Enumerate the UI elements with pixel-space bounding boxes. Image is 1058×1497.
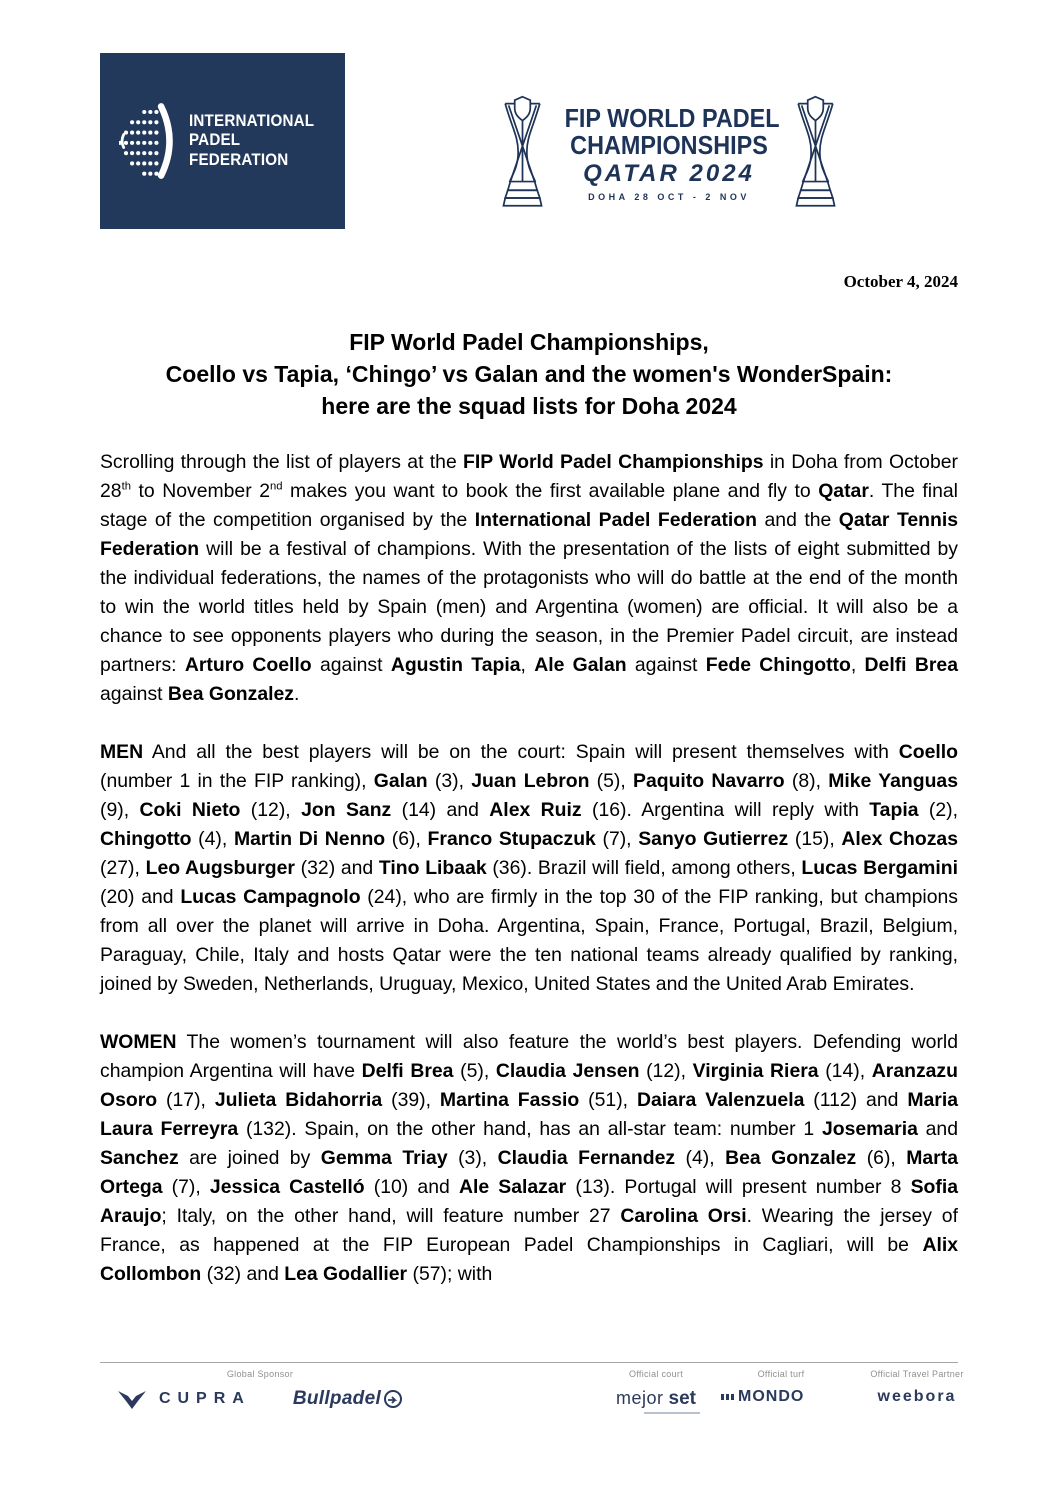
- trophy-icon: [793, 87, 838, 219]
- sponsor-label: Official turf: [757, 1369, 805, 1379]
- cupra-bull-icon: [117, 1389, 147, 1410]
- event-logo-line3: QATAR 2024: [583, 159, 755, 187]
- cupra-wordmark: CUPRA: [158, 1390, 251, 1407]
- footer-divider: [100, 1362, 958, 1363]
- sponsor-group-turf: [721, 1369, 841, 1406]
- sponsor-group-global: [100, 1369, 420, 1410]
- date-text: October 4, 2024: [843, 272, 958, 291]
- mejorset-wordmark-mejor: mejor: [616, 1388, 664, 1408]
- sponsor-label: Official court: [628, 1369, 684, 1379]
- sponsor-group-court: [596, 1369, 716, 1414]
- bullpadel-wordmark: Bullpadel: [292, 1388, 382, 1409]
- paragraph-men: MEN And all the best players will be on the court: Spain will present themselves with Coello (number 1 in the FIP ranking), Galan (3), Juan Lebron (5), Paquito Navarro (8), Mike Yanguas (9), Coki Nieto (12), Jon Sanz (14) and Alex Ruiz (16). Argentina will reply with Tapia (2), Chingotto (4), Martin Di Nenno (6), Franco Stupaczuk (7), Sanyo Gutierrez (15), Alex Chozas (27), Leo Augsburger (32) and Tino Libaak (36). Brazil will field, among others, Lucas Bergamini (20) and Lucas Campagnolo (24), who are firmly in the top 30 of the FIP ranking, but champions from all over the planet will arrive in Doha. Argentina, Spain, France, Portugal, Brazil, Belgium, Paraguay, Chile, Italy and hosts Qatar were the ten national teams already qualified by ranking, joined by Sweden, Netherlands, Uruguay, Mexico, United States and the United Arab Emirates.: [100, 741, 958, 995]
- event-logo-text: [553, 102, 785, 202]
- ipf-logo-line: FEDERATION: [189, 150, 289, 169]
- mondo-wordmark: MONDO: [738, 1388, 805, 1405]
- bullpadel-circle-icon: [383, 1389, 403, 1409]
- mondo-bars-icon: [721, 1391, 735, 1403]
- sponsor-label: Global Sponsor: [226, 1369, 294, 1379]
- trophy-icon: [500, 87, 545, 219]
- ipf-ball-icon: [119, 100, 177, 182]
- article-content: [100, 272, 958, 1318]
- article-title: [100, 326, 958, 422]
- ipf-logo: [100, 53, 345, 229]
- cupra-logo: [117, 1389, 251, 1410]
- trophy-shield-icon: [808, 97, 824, 121]
- mejorset-wordmark-set: set: [668, 1388, 696, 1409]
- event-logo-line4: DOHA 28 OCT - 2 NOV: [588, 191, 750, 202]
- event-logo: [500, 80, 838, 226]
- ipf-logo-text: [189, 112, 314, 171]
- ipf-logo-line: PADEL: [189, 131, 241, 150]
- event-logo-line1: FIP WORLD PADEL: [564, 102, 780, 133]
- sponsor-label: Official Travel Partner: [870, 1369, 964, 1379]
- trophy-shield-icon: [515, 97, 531, 121]
- mejorset-subline: [644, 1412, 700, 1414]
- weebora-wordmark: weebora: [877, 1388, 957, 1405]
- paragraph-women: WOMEN The women’s tournament will also feature the world’s best players. Defending world champion Argentina will have Delfi Brea (5), Claudia Jensen (12), Virginia Riera (14), Aranzazu Osoro (17), Julieta Bidahorria (39), Martina Fassio (51), Daiara Valenzuela (112) and Maria Laura Ferreyra (132). Spain, on the other hand, has an all-star team: number 1 Josemaria and Sanchez are joined by Gemma Triay (3), Claudia Fernandez (4), Bea Gonzalez (6), Marta Ortega (7), Jessica Castelló (10) and Ale Salazar (13). Portugal will present number 8 Sofia Araujo; Italy, on the other hand, will feature number 27 Carolina Orsi. Wearing the jersey of France, as happened at the FIP European Padel Championships in Cagliari, will be Alix Collombon (32) and Lea Godallier (57); with: [100, 1031, 958, 1285]
- title-line-2: Coello vs Tapia, ‘Chingo’ vs Galan and the women's WonderSpain:: [165, 361, 893, 387]
- title-line-3: here are the squad lists for Doha 2024: [321, 393, 737, 419]
- sponsor-group-travel: [847, 1369, 987, 1406]
- mondo-logo: [721, 1388, 841, 1406]
- bullpadel-logo: [293, 1388, 403, 1410]
- event-logo-line2: CHAMPIONSHIPS: [570, 129, 768, 160]
- paragraph-intro: Scrolling through the list of players at the FIP World Padel Championships in Doha from October 28th to November 2nd makes you want to book the first available plane and fly to Qatar. The final stage of the competition organised by the International Padel Federation and the Qatar Tennis Federation will be a festival of champions. With the presentation of the lists of eight submitted by the individual federations, the names of the protagonists who will do battle at the end of the month to win the world titles held by Spain (men) and Argentina (women) are official. It will also be a chance to see opponents players who during the season, in the Premier Padel circuit, are instead partners: Arturo Coello against Agustin Tapia, Ale Galan against Fede Chingotto, Delfi Brea against Bea Gonzalez.: [100, 451, 958, 705]
- mejorset-logo: [596, 1388, 716, 1414]
- ipf-logo-line: INTERNATIONAL: [189, 111, 315, 130]
- title-line-1: FIP World Padel Championships,: [349, 329, 709, 355]
